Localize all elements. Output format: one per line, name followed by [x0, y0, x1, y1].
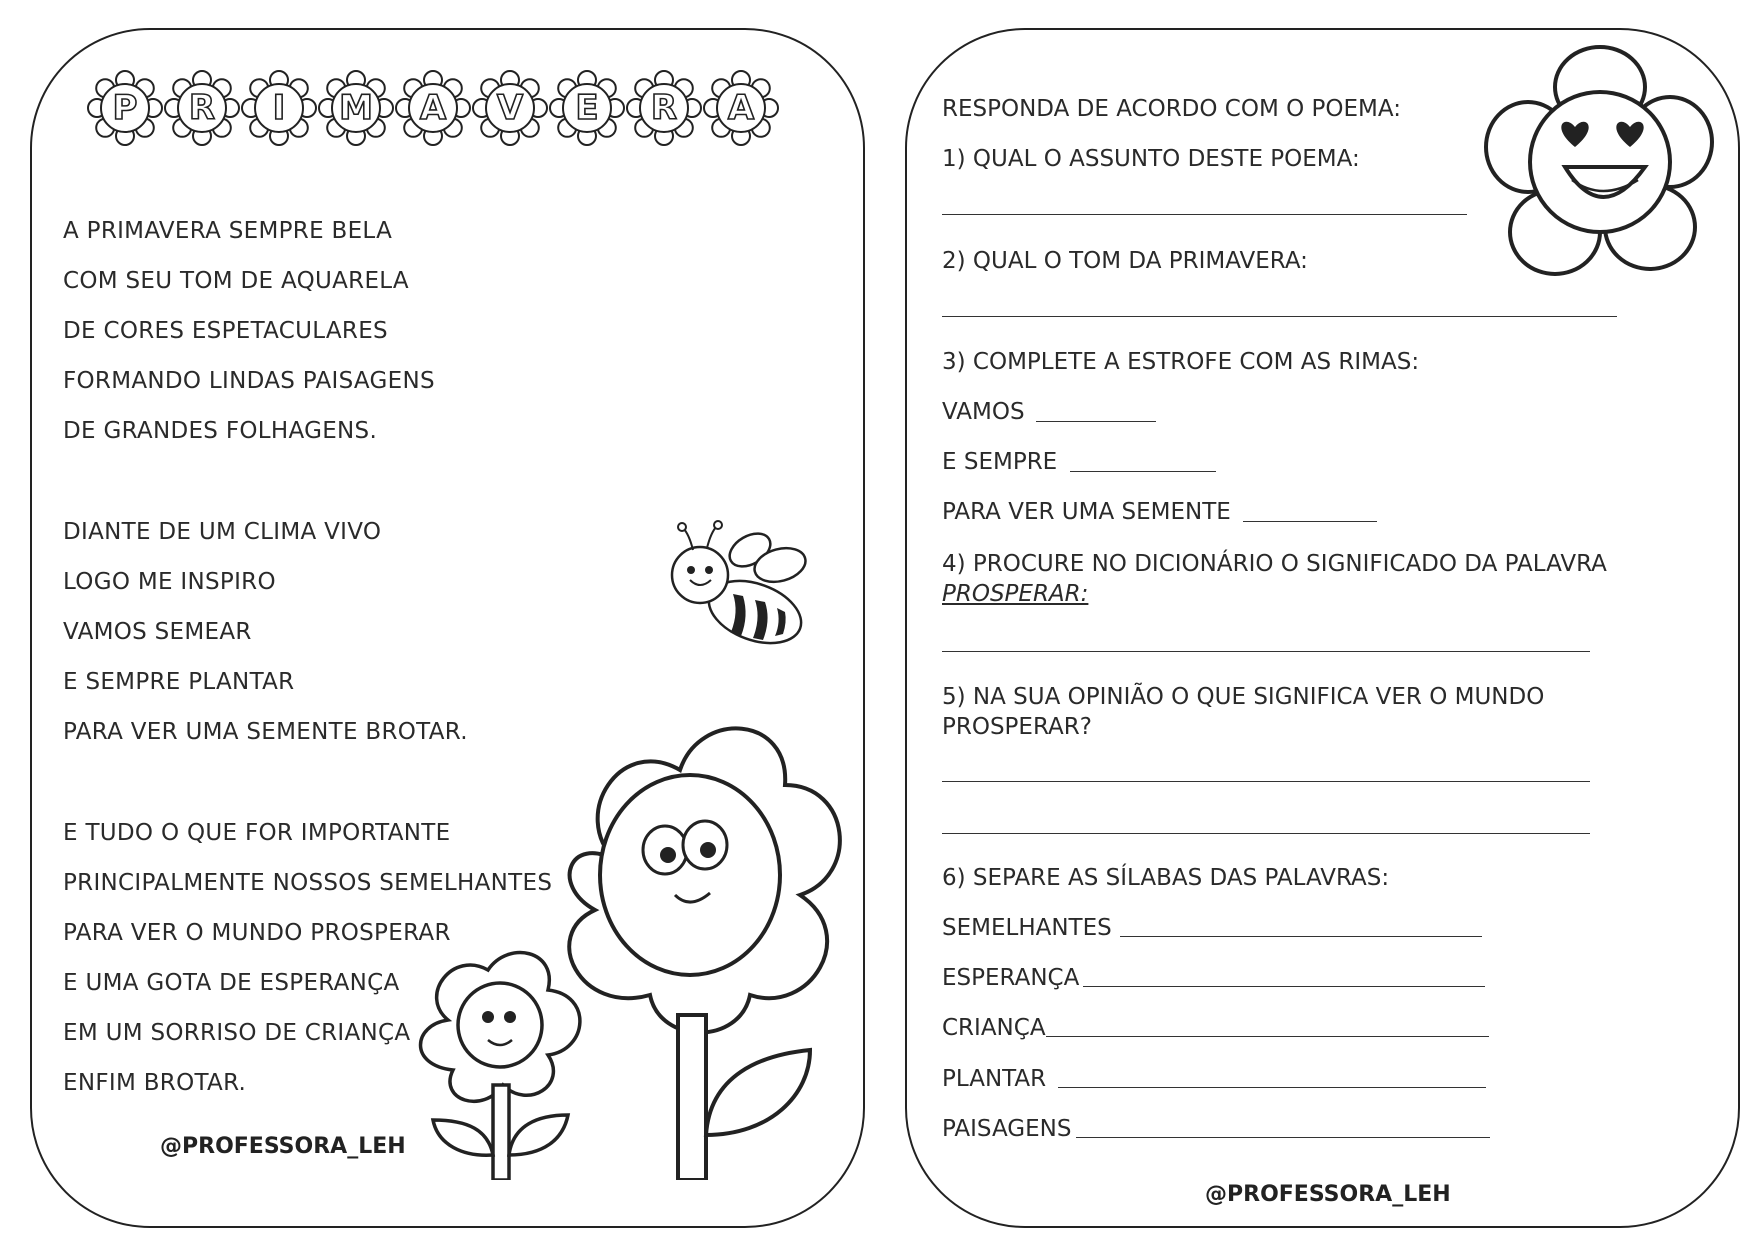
syllable-item: PLANTAR	[942, 1066, 1047, 1092]
answer-line[interactable]	[1083, 986, 1485, 987]
answer-line[interactable]	[1046, 1036, 1489, 1037]
title-letter: A	[703, 70, 779, 146]
poem-line: E TUDO O QUE FOR IMPORTANTE	[63, 820, 451, 846]
answer-line[interactable]	[942, 214, 1467, 215]
title-letter: R	[626, 70, 702, 146]
title-letter: A	[395, 70, 471, 146]
title-letter: V	[472, 70, 548, 146]
rhyme-item: VAMOS	[942, 399, 1025, 425]
rhyme-item: E SEMPRE	[942, 449, 1058, 475]
poem-line: ENFIM BROTAR.	[63, 1070, 247, 1096]
title-letter: I	[241, 70, 317, 146]
answer-line[interactable]	[1070, 471, 1216, 472]
title-letter: R	[164, 70, 240, 146]
poem-line: EM UM SORRISO DE CRIANÇA	[63, 1020, 411, 1046]
bee-icon	[655, 520, 825, 655]
poem-line: DE GRANDES FOLHAGENS.	[63, 418, 378, 444]
heart-eyes-flower-icon	[1480, 42, 1720, 282]
poem-line: LOGO ME INSPIRO	[63, 569, 276, 595]
answer-line[interactable]	[1058, 1087, 1486, 1088]
title-primavera	[55, 70, 785, 220]
poem-line: PRINCIPALMENTE NOSSOS SEMELHANTES	[63, 870, 553, 896]
questions-intro: RESPONDA DE ACORDO COM O POEMA:	[942, 96, 1401, 122]
answer-line[interactable]	[942, 781, 1590, 782]
question-6: 6) SEPARE AS SÍLABAS DAS PALAVRAS:	[942, 865, 1390, 891]
question-3: 3) COMPLETE A ESTROFE COM AS RIMAS:	[942, 349, 1420, 375]
answer-line[interactable]	[1243, 521, 1377, 522]
rhyme-item: PARA VER UMA SEMENTE	[942, 499, 1231, 525]
question-5: 5) NA SUA OPINIÃO O QUE SIGNIFICA VER O MUNDO PROSPERAR?	[942, 684, 1545, 740]
answer-line[interactable]	[1120, 936, 1482, 937]
poem-line: PARA VER O MUNDO PROSPERAR	[63, 920, 451, 946]
poem-line: DIANTE DE UM CLIMA VIVO	[63, 519, 382, 545]
title-letter: P	[87, 70, 163, 146]
small-flower-icon	[408, 945, 593, 1180]
question-4: 4) PROCURE NO DICIONÁRIO O SIGNIFICADO DA PALAVRA	[942, 551, 1607, 577]
poem-line: PARA VER UMA SEMENTE BROTAR.	[63, 719, 468, 745]
poem-line: E UMA GOTA DE ESPERANÇA	[63, 970, 400, 996]
poem-line: COM SEU TOM DE AQUARELA	[63, 268, 409, 294]
answer-line[interactable]	[942, 651, 1590, 652]
poem-line: FORMANDO LINDAS PAISAGENS	[63, 368, 435, 394]
poem-line: DE CORES ESPETACULARES	[63, 318, 388, 344]
question-2: 2) QUAL O TOM DA PRIMAVERA:	[942, 248, 1308, 274]
question-4-word: PROSPERAR:	[942, 581, 1089, 607]
syllable-item: ESPERANÇA	[942, 965, 1080, 991]
title-letter: M	[318, 70, 394, 146]
syllable-item: SEMELHANTES	[942, 915, 1112, 941]
answer-line[interactable]	[1076, 1137, 1490, 1138]
answer-line[interactable]	[942, 833, 1590, 834]
credit-right: @PROFESSORA_LEH	[1205, 1182, 1451, 1207]
title-letter: E	[549, 70, 625, 146]
answer-line[interactable]	[1036, 421, 1156, 422]
answer-line[interactable]	[942, 316, 1617, 317]
question-1: 1) QUAL O ASSUNTO DESTE POEMA:	[942, 146, 1360, 172]
poem-line: E SEMPRE PLANTAR	[63, 669, 295, 695]
syllable-item: PAISAGENS	[942, 1116, 1072, 1142]
credit-left: @PROFESSORA_LEH	[160, 1134, 406, 1159]
poem-line: A PRIMAVERA SEMPRE BELA	[63, 218, 393, 244]
poem-line: VAMOS SEMEAR	[63, 619, 252, 645]
syllable-item: CRIANÇA	[942, 1015, 1046, 1041]
